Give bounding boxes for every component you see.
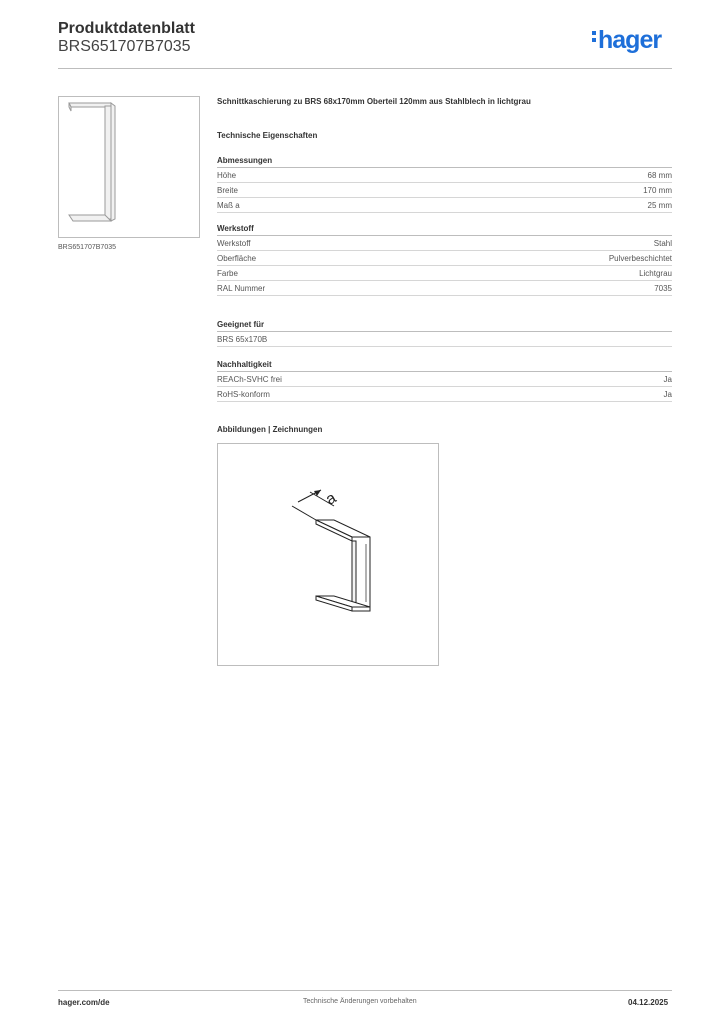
row-label: RoHS-konform xyxy=(217,390,270,399)
section-heading: Werkstoff xyxy=(217,223,672,236)
row-label: Werkstoff xyxy=(217,239,251,248)
hager-logo xyxy=(592,26,661,55)
table-row xyxy=(217,372,672,387)
row-value: Ja xyxy=(663,375,672,384)
row-value: 25 mm xyxy=(647,201,672,210)
table-row xyxy=(217,332,672,347)
row-label: REACh-SVHC frei xyxy=(217,375,282,384)
row-label: Oberfläche xyxy=(217,254,257,263)
table-row xyxy=(217,236,672,251)
dimension-label: a xyxy=(323,489,340,509)
row-value: Ja xyxy=(663,390,672,399)
product-description: Schnittkaschierung zu BRS 68x170mm Oberteil 120mm aus Stahlblech in lichtgrau xyxy=(217,97,531,106)
row-label: Farbe xyxy=(217,269,238,278)
footer-website[interactable]: hager.com/de xyxy=(58,998,110,1007)
section-werkstoff xyxy=(217,223,672,296)
technical-drawing xyxy=(217,443,439,666)
table-row xyxy=(217,281,672,296)
table-row xyxy=(217,198,672,213)
technical-drawing-svg xyxy=(218,444,438,665)
footer-divider xyxy=(58,990,672,991)
section-heading: Abmessungen xyxy=(217,155,672,168)
logo-dots-icon xyxy=(592,28,596,45)
product-thumbnail xyxy=(58,96,200,238)
logo-text: hager xyxy=(598,26,662,54)
table-row xyxy=(217,183,672,198)
section-nachhaltigkeit xyxy=(217,359,672,402)
table-row xyxy=(217,387,672,402)
section-heading: Geeignet für xyxy=(217,319,672,332)
row-value: 7035 xyxy=(654,284,672,293)
page-title: Produktdatenblatt xyxy=(58,20,195,37)
product-thumbnail-drawing xyxy=(59,97,199,237)
row-value: Stahl xyxy=(653,239,672,248)
row-value: Lichtgrau xyxy=(639,269,672,278)
figures-heading: Abbildungen | Zeichnungen xyxy=(217,425,323,434)
row-label: RAL Nummer xyxy=(217,284,266,293)
footer-date: 04.12.2025 xyxy=(628,998,669,1007)
table-row xyxy=(217,168,672,183)
section-abmessungen xyxy=(217,155,672,213)
table-row xyxy=(217,251,672,266)
row-label: Maß a xyxy=(217,201,240,210)
header-divider xyxy=(58,68,672,69)
table-row xyxy=(217,266,672,281)
row-value: 170 mm xyxy=(643,186,672,195)
technical-heading: Technische Eigenschaften xyxy=(217,131,318,140)
footer-note: Technische Änderungen vorbehalten xyxy=(303,998,417,1005)
row-label: Höhe xyxy=(217,171,237,180)
section-geeignet-fuer xyxy=(217,319,672,347)
thumbnail-caption: BRS651707B7035 xyxy=(58,244,116,251)
row-value: Pulverbeschichtet xyxy=(608,254,672,263)
section-heading: Nachhaltigkeit xyxy=(217,359,672,372)
row-value: 68 mm xyxy=(647,171,672,180)
row-label: BRS 65x170B xyxy=(217,335,268,344)
product-code: BRS651707B7035 xyxy=(58,38,191,55)
row-label: Breite xyxy=(217,186,238,195)
